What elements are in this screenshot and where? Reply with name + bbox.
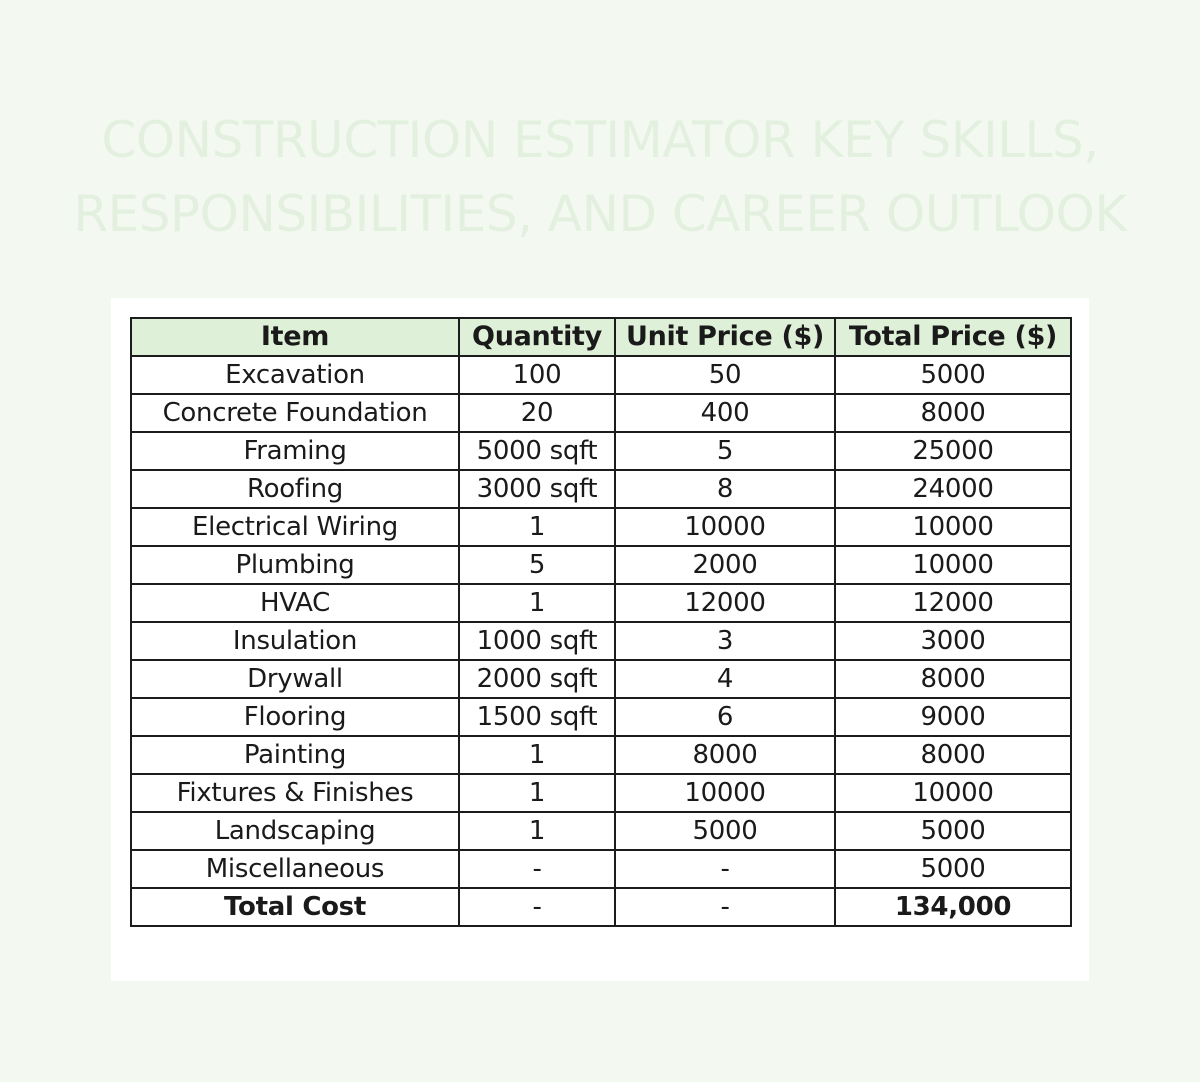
table-row: [131, 812, 1071, 850]
table-row: [131, 660, 1071, 698]
cell-unit-price: 10000: [615, 508, 835, 546]
cell-unit-price: 12000: [615, 584, 835, 622]
cell-unit-price: 10000: [615, 774, 835, 812]
cell-total-price: 10000: [835, 774, 1071, 812]
cell-unit-price: 3: [615, 622, 835, 660]
cell-quantity: 1: [459, 736, 615, 774]
cell-total-price: 8000: [835, 394, 1071, 432]
table-row: [131, 508, 1071, 546]
cell-item: Concrete Foundation: [131, 394, 459, 432]
table-row: [131, 774, 1071, 812]
cell-total-price: 10000: [835, 508, 1071, 546]
cell-total-price: 9000: [835, 698, 1071, 736]
cell-item: Landscaping: [131, 812, 459, 850]
cell-quantity: 20: [459, 394, 615, 432]
cell-quantity: 5000 sqft: [459, 432, 615, 470]
cell-unit-price: 5: [615, 432, 835, 470]
cell-quantity: 5: [459, 546, 615, 584]
cell-quantity: -: [459, 850, 615, 888]
cell-unit-price: 6: [615, 698, 835, 736]
page-title-line-1: CONSTRUCTION ESTIMATOR KEY SKILLS,: [101, 111, 1099, 169]
cell-item: Miscellaneous: [131, 850, 459, 888]
cell-item: Painting: [131, 736, 459, 774]
cell-item: Insulation: [131, 622, 459, 660]
total-label: Total Cost: [131, 888, 459, 926]
cell-total-price: 25000: [835, 432, 1071, 470]
cell-total-price: 5000: [835, 356, 1071, 394]
cell-item: Fixtures & Finishes: [131, 774, 459, 812]
cell-quantity: 1: [459, 508, 615, 546]
cell-quantity: 2000 sqft: [459, 660, 615, 698]
table-row: [131, 698, 1071, 736]
table-row: [131, 470, 1071, 508]
cell-quantity: 1: [459, 812, 615, 850]
cell-total-price: 24000: [835, 470, 1071, 508]
header-unit-price: Unit Price ($): [615, 318, 835, 356]
cell-quantity: 1500 sqft: [459, 698, 615, 736]
cell-unit-price: 5000: [615, 812, 835, 850]
cell-total-price: 10000: [835, 546, 1071, 584]
total-row: [131, 888, 1071, 926]
cell-item: Framing: [131, 432, 459, 470]
header-row: [131, 318, 1071, 356]
total-quantity: -: [459, 888, 615, 926]
table-row: [131, 850, 1071, 888]
table-row: [131, 394, 1071, 432]
header-quantity: Quantity: [459, 318, 615, 356]
total-cost-value: 134,000: [835, 888, 1071, 926]
cell-quantity: 3000 sqft: [459, 470, 615, 508]
table-row: [131, 736, 1071, 774]
cell-quantity: 1: [459, 584, 615, 622]
page-title-line-2: RESPONSIBILITIES, AND CAREER OUTLOOK: [73, 185, 1127, 243]
cell-item: HVAC: [131, 584, 459, 622]
header-total-price: Total Price ($): [835, 318, 1071, 356]
table-row: [131, 546, 1071, 584]
cell-quantity: 1000 sqft: [459, 622, 615, 660]
cell-total-price: 12000: [835, 584, 1071, 622]
cell-total-price: 8000: [835, 660, 1071, 698]
total-unit-price: -: [615, 888, 835, 926]
estimate-table: [130, 317, 1072, 927]
cell-quantity: 100: [459, 356, 615, 394]
page-title: [0, 103, 1200, 251]
cell-unit-price: 400: [615, 394, 835, 432]
table-row: [131, 584, 1071, 622]
cell-unit-price: 2000: [615, 546, 835, 584]
cell-unit-price: 50: [615, 356, 835, 394]
cell-unit-price: -: [615, 850, 835, 888]
cell-total-price: 5000: [835, 812, 1071, 850]
cell-unit-price: 8000: [615, 736, 835, 774]
table-row: [131, 622, 1071, 660]
cell-unit-price: 4: [615, 660, 835, 698]
cell-unit-price: 8: [615, 470, 835, 508]
cell-item: Flooring: [131, 698, 459, 736]
header-item: Item: [131, 318, 459, 356]
cell-quantity: 1: [459, 774, 615, 812]
cell-total-price: 5000: [835, 850, 1071, 888]
table-row: [131, 432, 1071, 470]
cell-item: Drywall: [131, 660, 459, 698]
cell-item: Plumbing: [131, 546, 459, 584]
cell-item: Excavation: [131, 356, 459, 394]
cell-total-price: 8000: [835, 736, 1071, 774]
cell-item: Electrical Wiring: [131, 508, 459, 546]
cell-total-price: 3000: [835, 622, 1071, 660]
table-row: [131, 356, 1071, 394]
cell-item: Roofing: [131, 470, 459, 508]
